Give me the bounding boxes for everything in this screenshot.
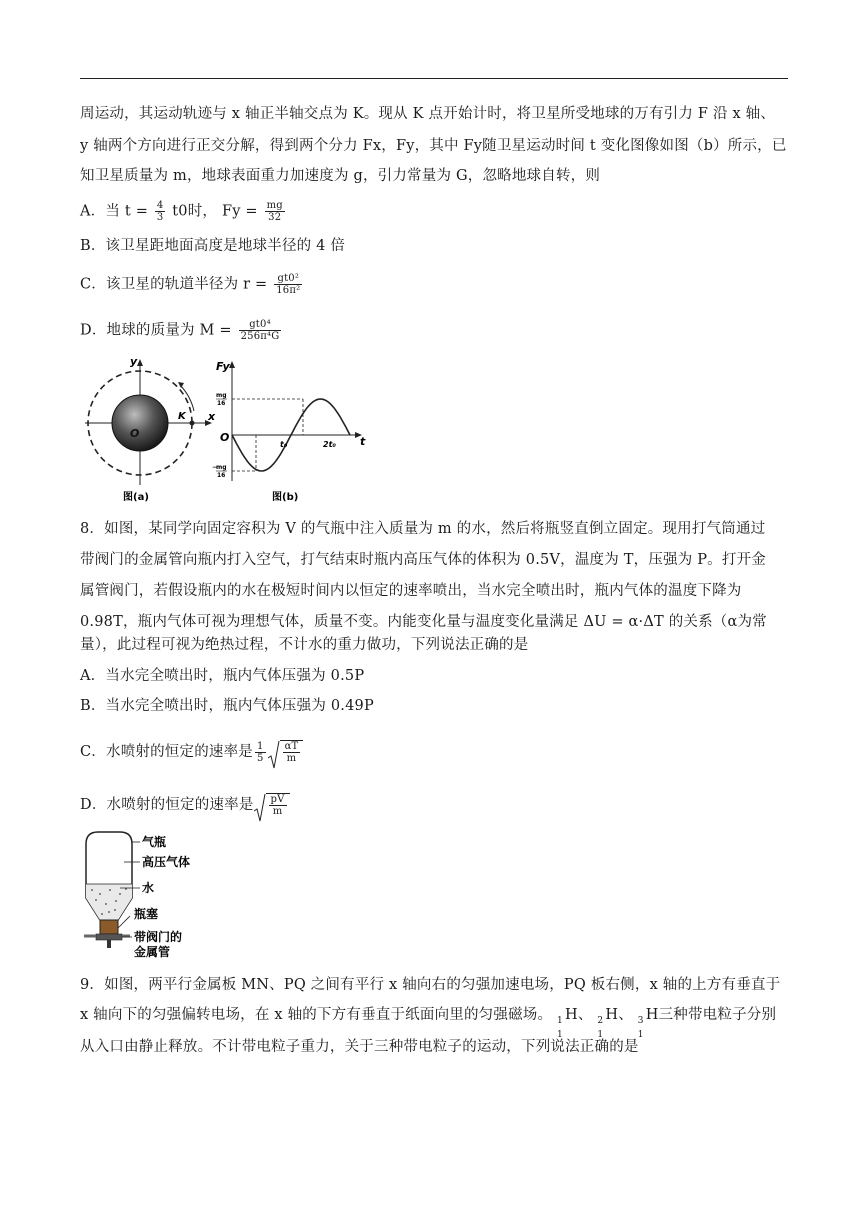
- q8-text-line-5: 量），此过程可视为绝热过程，不计水的重力做功，下列说法正确的是: [80, 637, 529, 653]
- q9-text-line-2: x 轴向下的匀强偏转电场，在 x 轴的下方有垂直于纸面向里的匀强磁场。 1 1 H、 2 1 H、 3 1 H三种带电粒子分别: [80, 1007, 777, 1040]
- figure-b-bottom-minus: −: [212, 464, 218, 471]
- q7-text-line-3: 知卫星质量为 m，地球表面重力加速度为 g，引力常量为 G，忽略地球自转，则: [80, 168, 601, 184]
- figure-b-top-den: 16: [217, 400, 226, 407]
- figure-a-earth: [112, 395, 168, 451]
- q8-option-a: A．当水完全喷出时，瓶内气体压强为 0.5P: [80, 668, 365, 684]
- figure-a-satellite-orbit: [80, 355, 220, 505]
- figure-b-bottom-num: mg: [216, 464, 227, 471]
- figure-a-x-label: x: [208, 410, 216, 423]
- header-rule: [80, 78, 788, 79]
- q8-text-line-4-a: 0.98T，瓶内气体可视为理想气体，质量不变。内能变化量与温度变化量满足: [80, 614, 579, 630]
- figure-label-water: 水: [142, 881, 155, 895]
- figure-b-top-num: mg: [216, 392, 227, 399]
- q8-option-d-sqrt: $\frac{pV}{m}$: [254, 793, 290, 817]
- q9-text-line-1: 9．如图，两平行金属板 MN、PQ 之间有平行 x 轴向右的匀强加速电场，PQ 板右侧，x 轴的上方有垂直于: [80, 977, 781, 993]
- q8-option-c-prefix: C．水喷射的恒定的速率是: [80, 744, 253, 760]
- q8-text-line-3: 属管阀门，若假设瓶内的水在极短时间内以恒定的速率喷出，当水完全喷出时，瓶内气体的温度下降为: [80, 583, 742, 599]
- figure-label-metal-tube: 金属管: [134, 945, 171, 959]
- figure-b-t0-label: t₀: [280, 440, 288, 449]
- figure-b-t-label: t: [360, 435, 366, 448]
- q7-option-a-fraction: $\frac{4}{3}$: [156, 200, 164, 223]
- figure-bottle-water: [86, 884, 132, 920]
- q8-option-c-sqrt: $\frac{\alpha T}{m}$: [268, 740, 304, 764]
- q9-isotope-3: H三种带电粒子分别: [645, 1007, 777, 1023]
- q9-isotope-1: H、: [565, 1007, 593, 1023]
- figure-b-2t0-label: 2t₀: [323, 440, 336, 449]
- figure-b-fy-label: Fy: [216, 360, 230, 373]
- q8-text-line-4: [80, 612, 767, 632]
- figure-a-k-label: K: [178, 411, 186, 422]
- q9-text-line-3: 从入口由静止释放。不计带电粒子重力，关于三种带电粒子的运动，下列说法正确的是: [80, 1039, 639, 1055]
- q7-option-a-t: t =: [124, 203, 149, 220]
- q7-option-b: B．该卫星距地面高度是地球半径的 4 倍: [80, 238, 346, 254]
- q7-option-a-t0: t0时，: [172, 203, 218, 220]
- figure-label-valve: 带阀门的: [134, 930, 183, 944]
- figure-a-caption: 图(a): [123, 492, 149, 503]
- figure-b-fy-graph: [210, 355, 370, 505]
- q8-option-d: [80, 793, 290, 817]
- q7-option-c-fraction: $\frac{\text{gt0²}}{\text{16π²}}$: [276, 273, 301, 296]
- q7-option-d-prefix: D．地球的质量为: [80, 322, 195, 339]
- q7-option-d: [80, 319, 283, 342]
- figure-bottle-stopper: [100, 920, 118, 934]
- figure-label-stopper: 瓶塞: [134, 907, 159, 921]
- q8-energy-formula: ΔU = α·ΔT: [583, 614, 664, 630]
- q8-text-line-4-b: 的关系（α为常: [668, 614, 767, 630]
- figure-valve: [96, 934, 122, 940]
- figure-label-high-pressure-gas: 高压气体: [142, 855, 191, 869]
- q8-option-c-fraction: $\frac{1}{5}$: [257, 740, 264, 764]
- q8-option-d-prefix: D．水喷射的恒定的速率是: [80, 797, 254, 813]
- figure-a-y-label: y: [130, 355, 138, 368]
- figure-label-bottle: 气瓶: [142, 835, 167, 849]
- q7-option-d-m: M =: [199, 322, 232, 339]
- q7-option-a-fy: Fy =: [221, 203, 258, 220]
- q9-isotope-2: H、: [605, 1007, 633, 1023]
- q8-option-b: B．当水完全喷出时，瓶内气体压强为 0.49P: [80, 698, 374, 714]
- q8-text-line-1: 8．如图，某同学向固定容积为 V 的气瓶中注入质量为 m 的水，然后将瓶竖直倒立固定。现用打气筒通过: [80, 521, 766, 537]
- figure-b-caption: 图(b): [272, 492, 299, 503]
- q8-text-line-2: 带阀门的金属管向瓶内打入空气，打气结束时瓶内高压气体的体积为 0.5V，温度为 T，压强为 P。打开金: [80, 552, 766, 568]
- figure-b-origin-label: O: [220, 431, 230, 444]
- figure-gas-bottle: [80, 828, 230, 960]
- figure-a-origin-label: O: [130, 427, 140, 440]
- q7-option-a: [80, 200, 287, 223]
- q8-option-c: [80, 740, 303, 764]
- q7-option-c-prefix: C．该卫星的轨道半径为: [80, 276, 239, 293]
- q7-option-a-rhs: $\frac{mg}{32}$: [266, 200, 283, 223]
- q7-option-c-r: r =: [243, 276, 268, 293]
- q7-option-d-fraction: $\frac{\text{gt0⁴}}{\text{256π⁴G}}$: [240, 319, 280, 342]
- q7-text-line-2: y 轴两个方向进行正交分解，得到两个分力 Fx，Fy，其中 Fy随卫星运动时间 t 变化图像如图（b）所示，已: [80, 138, 787, 154]
- q7-option-c: [80, 273, 304, 296]
- figure-b-bottom-den: 16: [217, 472, 226, 479]
- q7-option-a-prefix: A．当: [80, 203, 121, 220]
- q9-text-line-2-a: x 轴向下的匀强偏转电场，在 x 轴的下方有垂直于纸面向里的匀强磁场。: [80, 1007, 553, 1023]
- q7-text-line-1: 周运动，其运动轨迹与 x 轴正半轴交点为 K。现从 K 点开始计时，将卫星所受地球的万有引力 F 沿 x 轴、: [80, 106, 776, 122]
